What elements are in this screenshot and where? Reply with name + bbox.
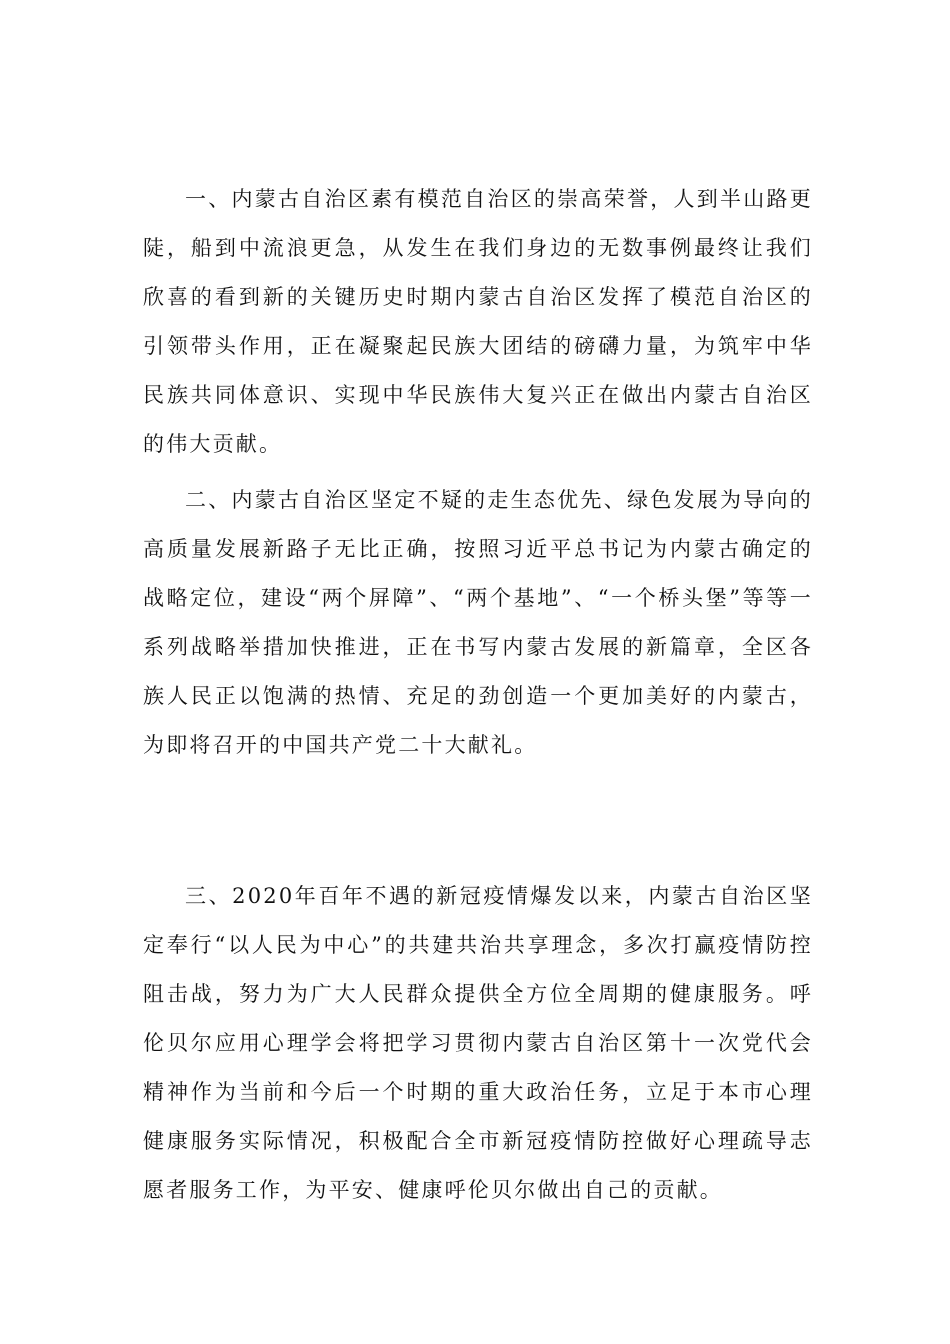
paragraph-2: 二、内蒙古自治区坚定不疑的走生态优先、绿色发展为导向的高质量发展新路子无比正确，按照习近平总书记为内蒙古确定的战略定位，建设“两个屏障”、“两个基地”、“一个桥头堡”等等一系列战略举措加快推进，正在书写内蒙古发展的新篇章，全区各族人民正以饱满的热情、充足的劲创造一个更加美好的内蒙古，为即将召开的中国共产党二十大献礼。 [143,488,813,757]
paragraph-1: 一、内蒙古自治区素有模范自治区的崇高荣誉，人到半山路更陡，船到中流浪更急，从发生在我们身边的无数事例最终让我们欣喜的看到新的关键历史时期内蒙古自治区发挥了模范自治区的引领带头作用，正在凝聚起民族大团结的磅礴力量，为筑牢中华民族共同体意识、实现中华民族伟大复兴正在做出内蒙古自治区的伟大贡献。 [143,187,813,456]
paragraph-3: 三、2020年百年不遇的新冠疫情爆发以来，内蒙古自治区坚定奉行“以人民为中心”的共建共治共享理念，多次打赢疫情防控阻击战，努力为广大人民群众提供全方位全周期的健康服务。呼伦贝尔应用心理学会将把学习贯彻内蒙古自治区第十一次党代会精神作为当前和今后一个时期的重大政治任务，立足于本市心理健康服务实际情况，积极配合全市新冠疫情防控做好心理疏导志愿者服务工作，为平安、健康呼伦贝尔做出自己的贡献。 [143,884,813,1202]
